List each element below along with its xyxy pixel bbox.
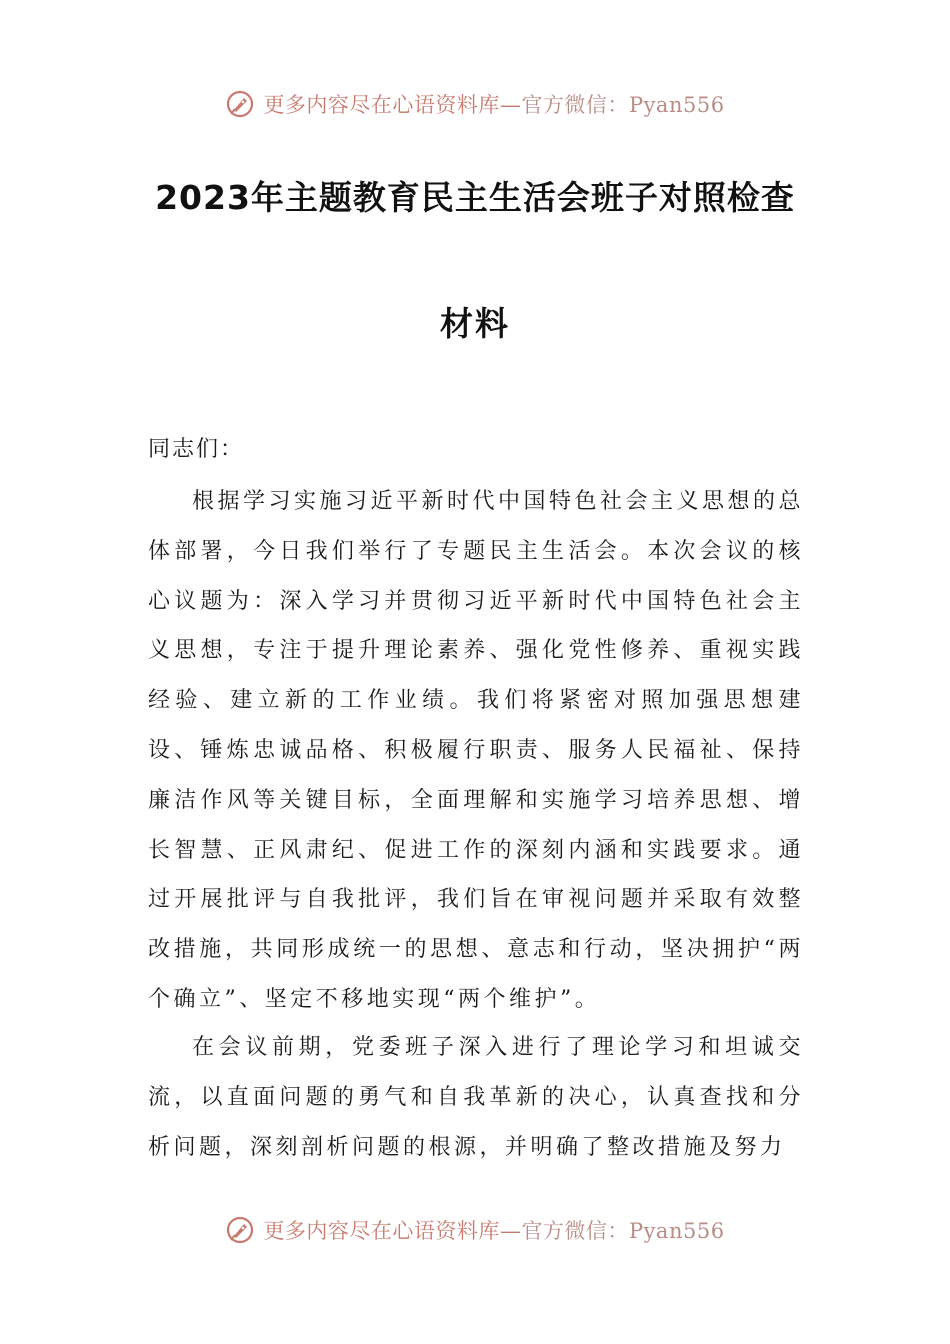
pen-nib-circle-icon xyxy=(225,89,255,119)
watermark-brand: 更多内容尽在心语资料库 xyxy=(263,1219,500,1243)
body-paragraph-1: 根据学习实施习近平新时代中国特色社会主义思想的总体部署，今日我们举行了专题民主生活会。本次会议的核心议题为：深入学习并贯彻习近平新时代中国特色社会主义思想，专注于提升理论素养、强化党性修养、重视实践经验、建立新的工作业绩。我们将紧密对照加强思想建设、锤炼忠诚品格、积极履行职责、服务人民福祉、保持廉洁作风等关键目标，全面理解和实施学习培养思想、增长智慧、正风肃纪、促进工作的深刻内涵和实践要求。通过开展批评与自我批评，我们旨在审视问题并采取有效整改措施，共同形成统一的思想、意志和行动，坚决拥护“两个确立”、坚定不移地实现“两个维护”。 xyxy=(148,489,805,1012)
watermark-text xyxy=(263,1215,724,1245)
footer-watermark xyxy=(0,1210,950,1250)
document-title-line-1: 2023年主题教育民主生活会班子对照检查 xyxy=(155,178,795,217)
header-watermark xyxy=(0,84,950,124)
document-title-line-2: 材料 xyxy=(440,304,510,343)
watermark-contact-label: 官方微信： xyxy=(521,1219,629,1243)
watermark-text xyxy=(263,89,724,119)
watermark-contact-label: 官方微信： xyxy=(521,93,629,117)
salutation: 同志们： xyxy=(148,437,245,462)
watermark-separator: — xyxy=(499,1219,522,1243)
watermark-separator: — xyxy=(499,93,522,117)
body-paragraph-2: 在会议前期，党委班子深入进行了理论学习和坦诚交流，以直面问题的勇气和自我革新的决心，认真查找和分析问题，深刻剖析问题的根源，并明确了整改措施及努力 xyxy=(148,1035,804,1160)
watermark-brand: 更多内容尽在心语资料库 xyxy=(263,93,500,117)
watermark-contact-id: Pyan556 xyxy=(628,1219,725,1243)
watermark-contact-id: Pyan556 xyxy=(628,93,725,117)
pen-nib-circle-icon xyxy=(225,1215,255,1245)
